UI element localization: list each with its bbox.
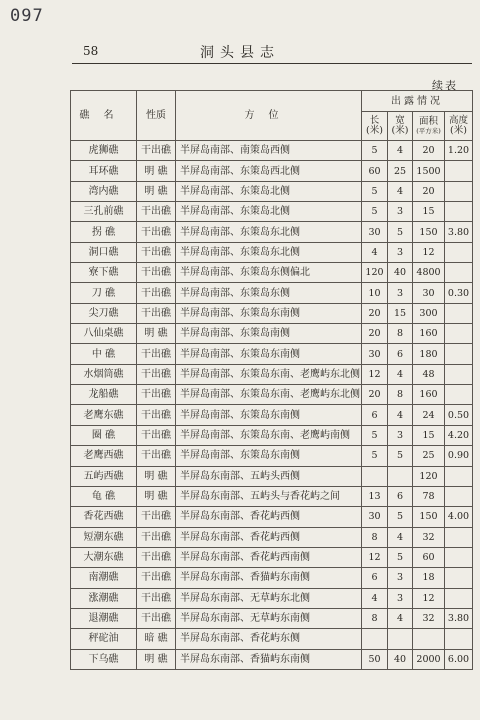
nature-cell: 干出礁: [137, 202, 176, 222]
nature-cell: 干出礁: [137, 242, 176, 262]
area-cell: 25: [413, 446, 445, 466]
reef-name-cell: 耳环礁: [71, 161, 137, 181]
height-cell: [445, 324, 473, 344]
location-cell: 半屏岛南部、东策岛南侧: [176, 324, 362, 344]
length-cell: 5: [362, 425, 388, 445]
length-cell: 5: [362, 446, 388, 466]
nature-cell: 暗 礁: [137, 629, 176, 649]
height-cell: 6.00: [445, 649, 473, 669]
length-cell: 8: [362, 527, 388, 547]
table-row: [71, 303, 473, 323]
location-cell: 半屏岛南部、东策岛东南、老鹰屿南侧: [176, 425, 362, 445]
width-cell: 40: [388, 649, 413, 669]
width-cell: 4: [388, 608, 413, 628]
location-cell: 半屏岛南部、东策岛东南、老鹰屿东北侧: [176, 385, 362, 405]
reef-name-cell: 大潮东礁: [71, 547, 137, 567]
location-cell: 半屏岛东南部、五屿头西侧: [176, 466, 362, 486]
width-cell: 6: [388, 486, 413, 506]
width-cell: 25: [388, 161, 413, 181]
height-cell: [445, 202, 473, 222]
book-title: 洞头县志: [200, 45, 280, 61]
table-row: [71, 344, 473, 364]
length-cell: 12: [362, 547, 388, 567]
height-cell: 3.80: [445, 222, 473, 242]
table-row: [71, 202, 473, 222]
header-location: 方位: [176, 91, 362, 141]
width-cell: 4: [388, 364, 413, 384]
area-cell: 2000: [413, 649, 445, 669]
length-cell: 5: [362, 202, 388, 222]
area-cell: 20: [413, 141, 445, 161]
location-cell: 半屏岛南部、东策岛西北侧: [176, 161, 362, 181]
height-cell: [445, 303, 473, 323]
nature-cell: 干出礁: [137, 405, 176, 425]
nature-cell: 干出礁: [137, 344, 176, 364]
height-cell: [445, 466, 473, 486]
width-cell: 15: [388, 303, 413, 323]
table-row: [71, 547, 473, 567]
table-row: [71, 527, 473, 547]
table-row: [71, 364, 473, 384]
reef-name-cell: 香花西礁: [71, 507, 137, 527]
location-cell: 半屏岛南部、东策岛东南、老鹰屿东北侧: [176, 364, 362, 384]
width-cell: 3: [388, 568, 413, 588]
length-cell: 20: [362, 324, 388, 344]
area-cell: 12: [413, 588, 445, 608]
header-height: 高度 (米): [445, 112, 473, 141]
nature-cell: 干出礁: [137, 527, 176, 547]
location-cell: 半屏岛南部、东策岛东南侧: [176, 344, 362, 364]
table-row: [71, 446, 473, 466]
area-cell: 78: [413, 486, 445, 506]
width-cell: [388, 466, 413, 486]
width-cell: 3: [388, 283, 413, 303]
table-row: [71, 283, 473, 303]
location-cell: 半屏岛南部、东策岛北侧: [176, 181, 362, 201]
location-cell: 半屏岛东南部、五屿头与香花屿之间: [176, 486, 362, 506]
width-cell: 8: [388, 385, 413, 405]
location-cell: 半屏岛东南部、无草屿东南侧: [176, 608, 362, 628]
reef-table: [70, 90, 473, 670]
table-row: [71, 181, 473, 201]
location-cell: 半屏岛东南部、无草屿东北侧: [176, 588, 362, 608]
table-row: [71, 649, 473, 669]
table-row: [71, 466, 473, 486]
reef-name-cell: 龙船礁: [71, 385, 137, 405]
length-cell: 20: [362, 303, 388, 323]
location-cell: 半屏岛南部、东策岛东北侧: [176, 222, 362, 242]
area-cell: 18: [413, 568, 445, 588]
table-body: [71, 141, 473, 670]
area-cell: 160: [413, 324, 445, 344]
location-cell: 半屏岛南部、东策岛东北侧: [176, 242, 362, 262]
location-cell: 半屏岛东南部、香花屿西侧: [176, 507, 362, 527]
nature-cell: 干出礁: [137, 385, 176, 405]
area-cell: [413, 629, 445, 649]
area-cell: 60: [413, 547, 445, 567]
nature-cell: 明 礁: [137, 181, 176, 201]
length-cell: [362, 466, 388, 486]
length-cell: [362, 629, 388, 649]
height-cell: 3.80: [445, 608, 473, 628]
length-cell: 20: [362, 385, 388, 405]
width-cell: 5: [388, 222, 413, 242]
nature-cell: 明 礁: [137, 466, 176, 486]
area-cell: 180: [413, 344, 445, 364]
height-cell: [445, 344, 473, 364]
table-row: [71, 222, 473, 242]
area-cell: 32: [413, 527, 445, 547]
area-cell: 32: [413, 608, 445, 628]
height-cell: [445, 629, 473, 649]
area-cell: 1500: [413, 161, 445, 181]
reef-name-cell: 三孔前礁: [71, 202, 137, 222]
length-cell: 60: [362, 161, 388, 181]
length-cell: 13: [362, 486, 388, 506]
length-cell: 4: [362, 242, 388, 262]
table-row: [71, 263, 473, 283]
length-cell: 12: [362, 364, 388, 384]
height-cell: [445, 568, 473, 588]
reef-name-cell: 寮下礁: [71, 263, 137, 283]
nature-cell: 干出礁: [137, 283, 176, 303]
nature-cell: 干出礁: [137, 263, 176, 283]
width-cell: 5: [388, 446, 413, 466]
area-cell: 12: [413, 242, 445, 262]
width-cell: 3: [388, 202, 413, 222]
length-cell: 30: [362, 344, 388, 364]
header-reef-name: 礁名: [71, 91, 137, 141]
reef-name-cell: 刀 礁: [71, 283, 137, 303]
nature-cell: 干出礁: [137, 141, 176, 161]
height-cell: [445, 486, 473, 506]
nature-cell: 干出礁: [137, 303, 176, 323]
height-cell: [445, 547, 473, 567]
reef-name-cell: 龟 礁: [71, 486, 137, 506]
height-cell: 4.00: [445, 507, 473, 527]
width-cell: 4: [388, 405, 413, 425]
table-row: [71, 608, 473, 628]
length-cell: 5: [362, 181, 388, 201]
table-row: [71, 405, 473, 425]
length-cell: 8: [362, 608, 388, 628]
reef-name-cell: 水烟筒礁: [71, 364, 137, 384]
reef-name-cell: 下乌礁: [71, 649, 137, 669]
header-area: 面积 (平方米): [413, 112, 445, 141]
location-cell: 半屏岛南部、东策岛东南侧: [176, 446, 362, 466]
reef-name-cell: 短潮东礁: [71, 527, 137, 547]
width-cell: 5: [388, 547, 413, 567]
nature-cell: 干出礁: [137, 507, 176, 527]
nature-cell: 明 礁: [137, 324, 176, 344]
height-cell: [445, 527, 473, 547]
length-cell: 30: [362, 222, 388, 242]
height-cell: [445, 181, 473, 201]
reef-name-cell: 虎狮礁: [71, 141, 137, 161]
height-cell: 0.90: [445, 446, 473, 466]
reef-name-cell: 退潮礁: [71, 608, 137, 628]
nature-cell: 干出礁: [137, 608, 176, 628]
reef-name-cell: 秤砣油: [71, 629, 137, 649]
nature-cell: 明 礁: [137, 649, 176, 669]
header-length: 长 (米): [362, 112, 388, 141]
height-cell: 0.50: [445, 405, 473, 425]
height-cell: [445, 161, 473, 181]
height-cell: 1.20: [445, 141, 473, 161]
width-cell: 3: [388, 242, 413, 262]
location-cell: 半屏岛南部、东策岛东侧偏北: [176, 263, 362, 283]
height-cell: [445, 364, 473, 384]
continued-label: 续表: [432, 79, 458, 92]
area-cell: 15: [413, 202, 445, 222]
table-row: [71, 568, 473, 588]
nature-cell: 干出礁: [137, 446, 176, 466]
table-row: [71, 629, 473, 649]
nature-cell: 干出礁: [137, 425, 176, 445]
height-cell: 4.20: [445, 425, 473, 445]
area-cell: 160: [413, 385, 445, 405]
length-cell: 50: [362, 649, 388, 669]
reef-name-cell: 拐 礁: [71, 222, 137, 242]
width-cell: 6: [388, 344, 413, 364]
area-cell: 120: [413, 466, 445, 486]
page-number: 58: [83, 44, 99, 58]
nature-cell: 干出礁: [137, 588, 176, 608]
width-cell: 5: [388, 507, 413, 527]
area-cell: 15: [413, 425, 445, 445]
nature-cell: 干出礁: [137, 547, 176, 567]
reef-name-cell: 圈 礁: [71, 425, 137, 445]
height-cell: [445, 263, 473, 283]
table-row: [71, 141, 473, 161]
height-cell: [445, 588, 473, 608]
table-row: [71, 486, 473, 506]
height-cell: 0.30: [445, 283, 473, 303]
table-row: [71, 425, 473, 445]
location-cell: 半屏岛南部、东策岛北侧: [176, 202, 362, 222]
location-cell: 半屏岛东南部、香花屿西侧: [176, 527, 362, 547]
width-cell: 4: [388, 181, 413, 201]
nature-cell: 干出礁: [137, 364, 176, 384]
header-width: 宽 (米): [388, 112, 413, 141]
nature-cell: 明 礁: [137, 486, 176, 506]
width-cell: 4: [388, 527, 413, 547]
width-cell: 3: [388, 588, 413, 608]
area-cell: 150: [413, 222, 445, 242]
nature-cell: 干出礁: [137, 222, 176, 242]
table-row: [71, 161, 473, 181]
nature-cell: 明 礁: [137, 161, 176, 181]
location-cell: 半屏岛东南部、香猫屿东南侧: [176, 568, 362, 588]
width-cell: 3: [388, 425, 413, 445]
reef-name-cell: 湾内礁: [71, 181, 137, 201]
width-cell: 40: [388, 263, 413, 283]
reef-name-cell: 老鹰东礁: [71, 405, 137, 425]
area-cell: 300: [413, 303, 445, 323]
length-cell: 30: [362, 507, 388, 527]
reef-name-cell: 洞口礁: [71, 242, 137, 262]
location-cell: 半屏岛南部、东策岛东侧: [176, 283, 362, 303]
table-row: [71, 588, 473, 608]
area-cell: 30: [413, 283, 445, 303]
area-cell: 150: [413, 507, 445, 527]
width-cell: 8: [388, 324, 413, 344]
header-exposure: 出露情况: [362, 91, 473, 112]
area-cell: 4800: [413, 263, 445, 283]
length-cell: 4: [362, 588, 388, 608]
table-row: [71, 242, 473, 262]
header-nature: 性质: [137, 91, 176, 141]
width-cell: 4: [388, 141, 413, 161]
archive-stamp: 097: [10, 6, 44, 26]
length-cell: 6: [362, 568, 388, 588]
width-cell: [388, 629, 413, 649]
location-cell: 半屏岛东南部、香猫屿东南侧: [176, 649, 362, 669]
length-cell: 6: [362, 405, 388, 425]
location-cell: 半屏岛南部、东策岛东南侧: [176, 303, 362, 323]
length-cell: 10: [362, 283, 388, 303]
table-row: [71, 324, 473, 344]
height-cell: [445, 385, 473, 405]
reef-name-cell: 涨潮礁: [71, 588, 137, 608]
nature-cell: 干出礁: [137, 568, 176, 588]
reef-name-cell: 南潮礁: [71, 568, 137, 588]
location-cell: 半屏岛东南部、香花屿西南侧: [176, 547, 362, 567]
length-cell: 120: [362, 263, 388, 283]
table-row: [71, 507, 473, 527]
height-cell: [445, 242, 473, 262]
table-row: [71, 385, 473, 405]
location-cell: 半屏岛南部、东策岛东南侧: [176, 405, 362, 425]
location-cell: 半屏岛东南部、香花屿东侧: [176, 629, 362, 649]
reef-name-cell: 中 礁: [71, 344, 137, 364]
reef-name-cell: 八仙桌礁: [71, 324, 137, 344]
reef-name-cell: 老鹰西礁: [71, 446, 137, 466]
reef-name-cell: 尖刀礁: [71, 303, 137, 323]
area-cell: 20: [413, 181, 445, 201]
area-cell: 48: [413, 364, 445, 384]
reef-name-cell: 五屿西礁: [71, 466, 137, 486]
area-cell: 24: [413, 405, 445, 425]
length-cell: 5: [362, 141, 388, 161]
header-rule: [72, 63, 472, 64]
location-cell: 半屏岛南部、南策岛西侧: [176, 141, 362, 161]
